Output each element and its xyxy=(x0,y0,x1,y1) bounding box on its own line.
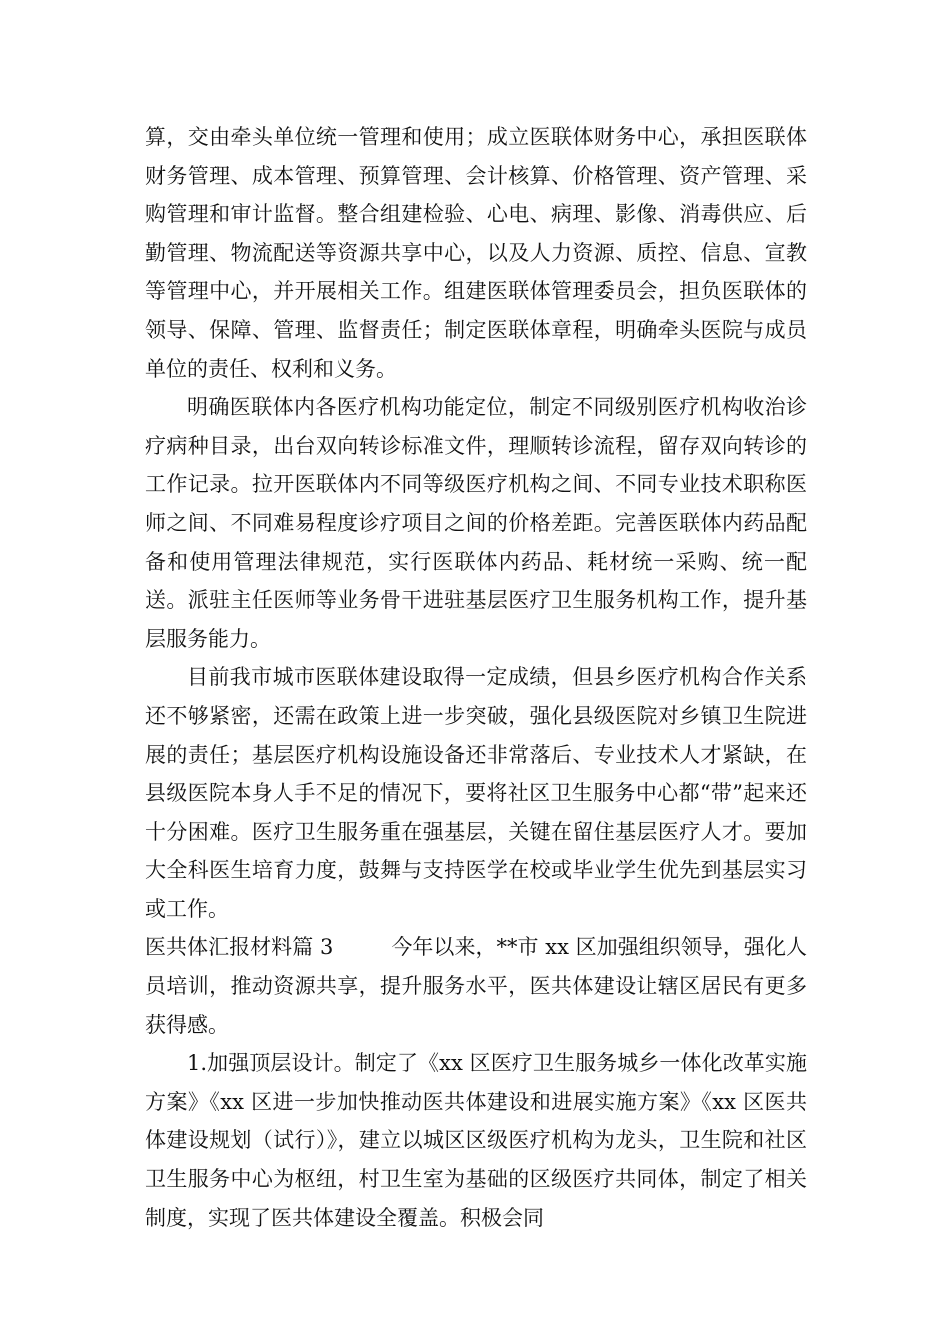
paragraph-top-level-design: 1.加强顶层设计。制定了《xx 区医疗卫生服务城乡一体化改革实施方案》《xx 区进一步加快推动医共体建设和进展实施方案》《xx 区医共体建设规划（试行）》，建立以城区区级医疗机构为龙头，卫生院和社区卫生服务中心为枢纽，村卫生室为基础的区级医疗共同体，制定了相关制度，实现了医共体建设全覆盖。积极会同 xyxy=(145,1051,807,1230)
document-body xyxy=(145,118,807,1237)
section-intro-paragraph xyxy=(145,928,807,1044)
paragraph-current-status: 目前我市城市医联体建设取得一定成绩，但县乡医疗机构合作关系还不够紧密，还需在政策上进一步突破，强化县级医院对乡镇卫生院进展的责任；基层医疗机构设施设备还非常落后、专业技术人才紧缺，在县级医院本身人手不足的情况下，要将社区卫生服务中心都“带”起来还十分困难。医疗卫生服务重在强基层，关键在留住基层医疗人才。要加大全科医生培育力度，鼓舞与支持医学在校或毕业学生优先到基层实习或工作。 xyxy=(145,665,807,921)
paragraph-financial-management: 算，交由牵头单位统一管理和使用；成立医联体财务中心，承担医联体财务管理、成本管理、预算管理、会计核算、价格管理、资产管理、采购管理和审计监督。整合组建检验、心电、病理、影像、消毒供应、后勤管理、物流配送等资源共享中心，以及人力资源、质控、信息、宣教等管理中心，并开展相关工作。组建医联体管理委员会，担负医联体的领导、保障、管理、监督责任；制定医联体章程，明确牵头医院与成员单位的责任、权利和义务。 xyxy=(145,125,807,381)
section-heading: 医共体汇报材料篇 3 xyxy=(145,935,334,960)
paragraph-function-positioning: 明确医联体内各医疗机构功能定位，制定不同级别医疗机构收治诊疗病种目录，出台双向转诊标准文件，理顺转诊流程，留存双向转诊的工作记录。拉开医联体内不同等级医疗机构之间、不同专业技术职称医师之间、不同难易程度诊疗项目之间的价格差距。完善医联体内药品配备和使用管理法律规范，实行医联体内药品、耗材统一采购、统一配送。派驻主任医师等业务骨干进驻基层医疗卫生服务机构工作，提升基层服务能力。 xyxy=(145,395,807,651)
section-intro-text: 今年以来，**市 xx 区加强组织领导，强化人员培训，推动资源共享，提升服务水平，医共体建设让辖区居民有更多获得感。 xyxy=(145,935,807,1037)
